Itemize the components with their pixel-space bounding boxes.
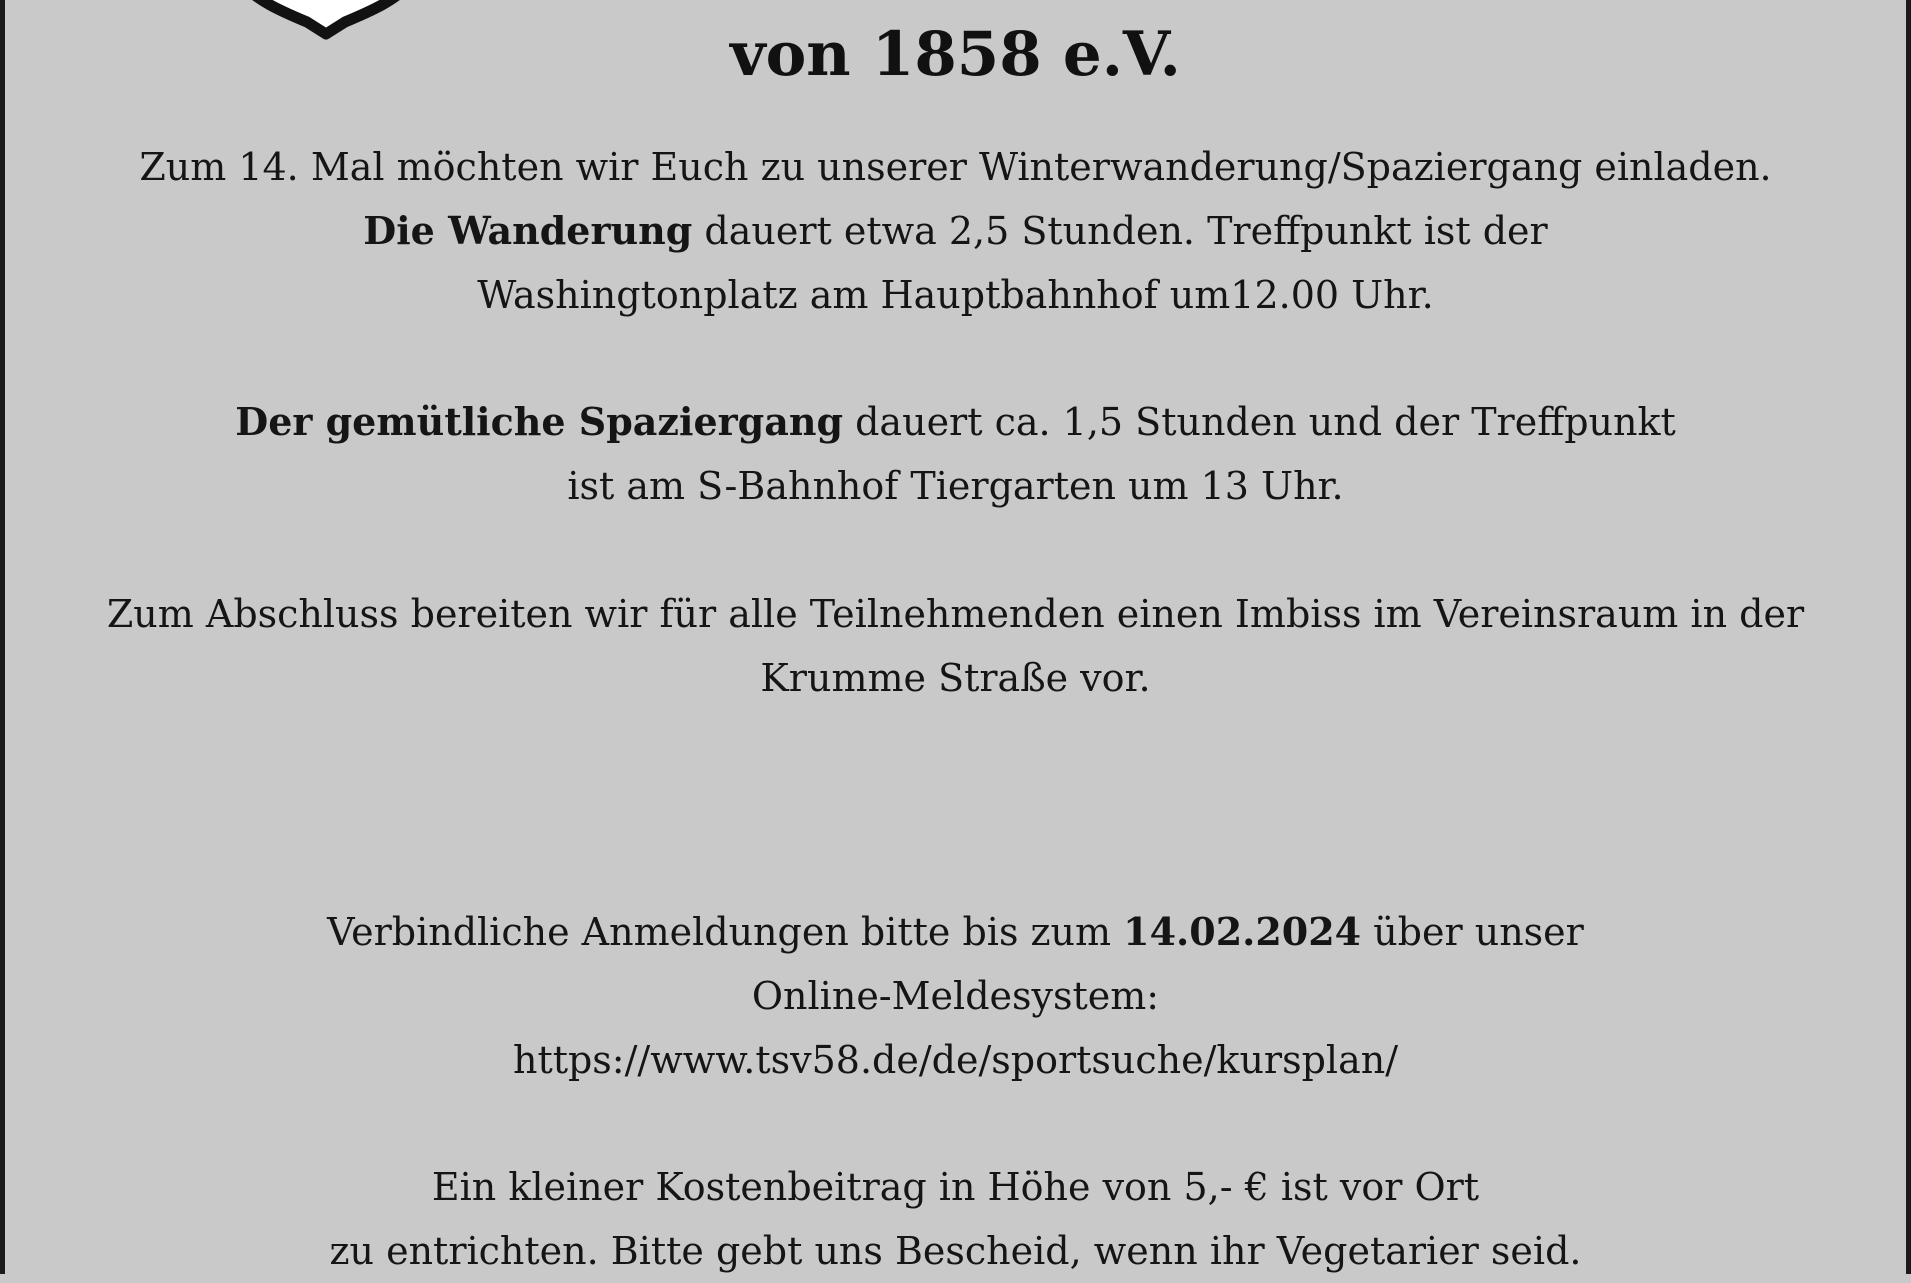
registration-paragraph xyxy=(5,900,1906,1092)
walk-duration-text: dauert ca. 1,5 Stunden und der Treffpunkt xyxy=(843,400,1676,444)
registration-deadline-line xyxy=(5,900,1906,964)
snack-paragraph xyxy=(5,582,1906,710)
walk-paragraph xyxy=(5,390,1906,518)
registration-text-start: Verbindliche Anmeldungen bitte bis zum xyxy=(327,910,1124,954)
intro-line: Zum 14. Mal möchten wir Euch zu unserer Winterwanderung/Spaziergang einladen. xyxy=(139,145,1772,189)
walk-heading: Der gemütliche Spaziergang xyxy=(235,399,844,444)
registration-system-label: Online-Meldesystem: xyxy=(751,974,1160,1018)
walk-duration-line xyxy=(5,390,1906,454)
registration-url[interactable]: https://www.tsv58.de/de/sportsuche/kursplan/ xyxy=(512,1038,1399,1082)
cost-paragraph xyxy=(5,1155,1906,1283)
intro-paragraph xyxy=(5,135,1906,327)
cost-line-1: Ein kleiner Kostenbeitrag in Höhe von 5,- € ist vor Ort xyxy=(431,1165,1480,1209)
hike-duration-line xyxy=(5,199,1906,263)
hike-heading: Die Wanderung xyxy=(363,208,693,253)
walk-meeting-point-line: ist am S-Bahnhof Tiergarten um 13 Uhr. xyxy=(567,464,1344,508)
hike-duration-text: dauert etwa 2,5 Stunden. Treffpunkt ist der xyxy=(692,209,1548,253)
cost-line-2: zu entrichten. Bitte gebt uns Bescheid, wenn ihr Vegetarier seid. xyxy=(329,1229,1582,1273)
registration-deadline-date: 14.02.2024 xyxy=(1123,909,1362,954)
club-title: von 1858 e.V. xyxy=(730,19,1181,90)
registration-text-end: über unser xyxy=(1361,910,1584,954)
snack-line-2: Krumme Straße vor. xyxy=(760,656,1151,700)
hike-meeting-point-line: Washingtonplatz am Hauptbahnhof um12.00 Uhr. xyxy=(477,273,1434,317)
snack-line-1: Zum Abschluss bereiten wir für alle Teilnehmenden einen Imbiss im Vereinsraum in der xyxy=(106,592,1805,636)
